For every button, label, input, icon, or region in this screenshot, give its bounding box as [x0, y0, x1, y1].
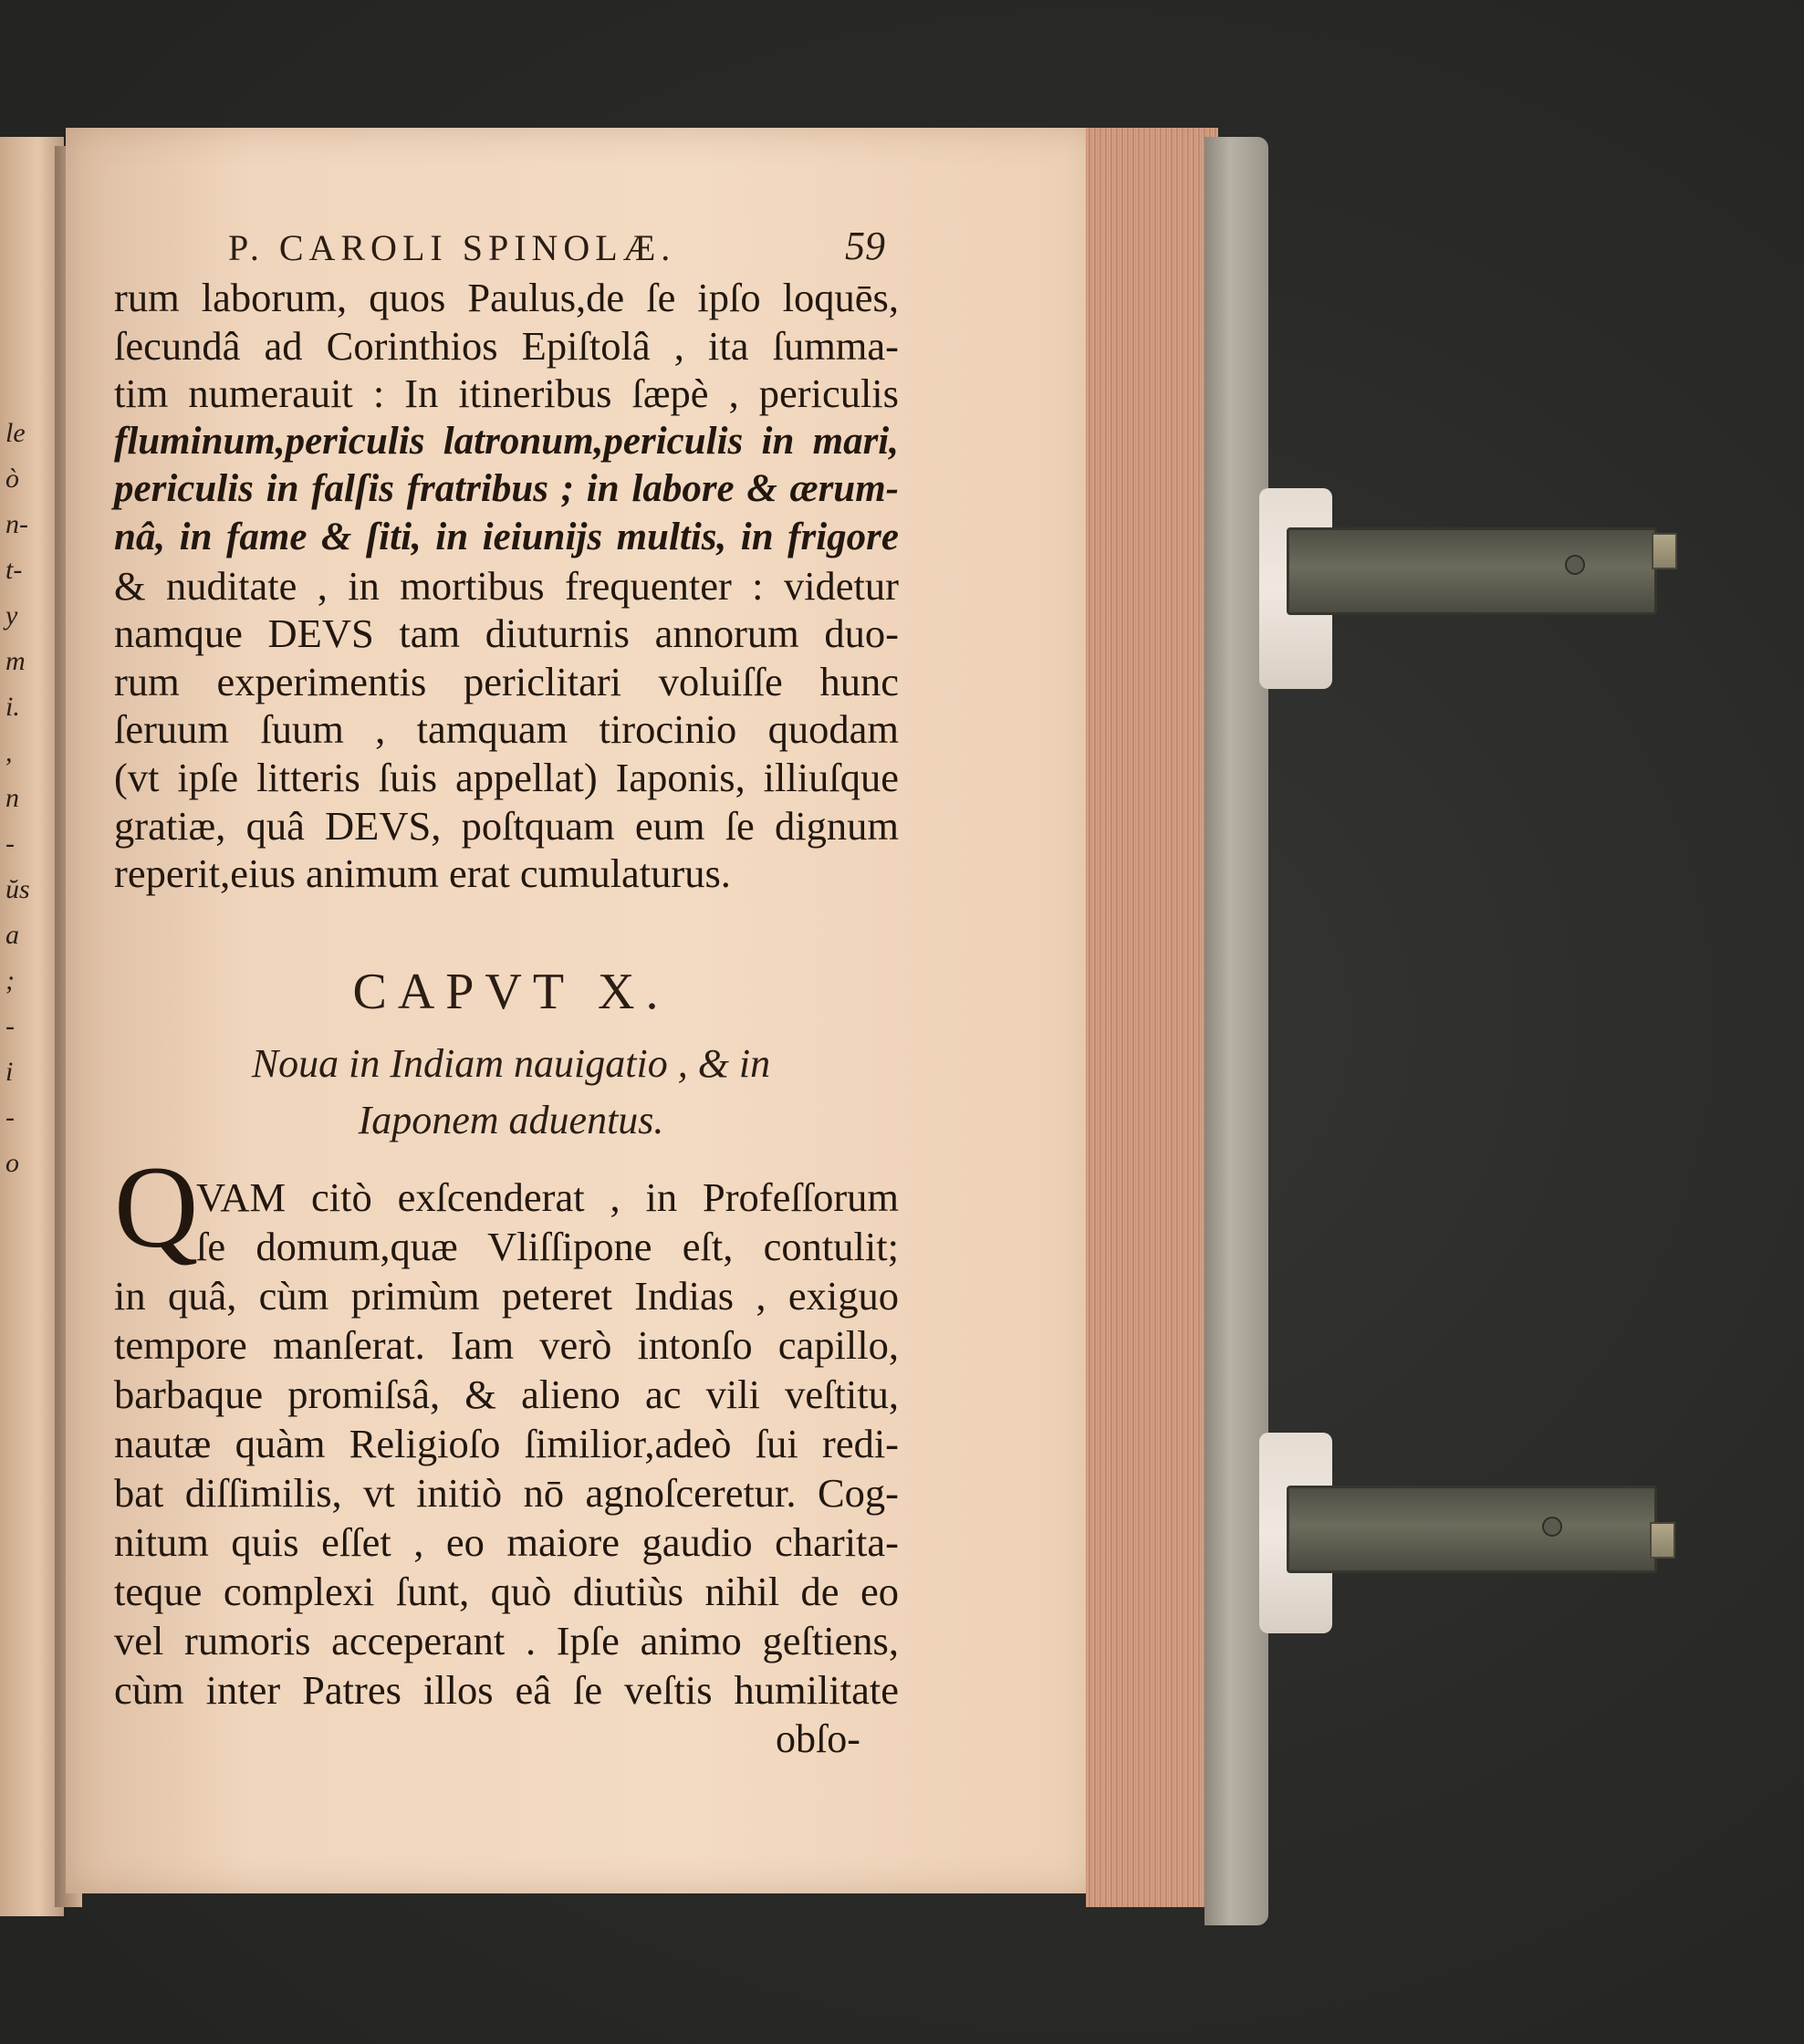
lower-clasp-tip	[1650, 1522, 1675, 1559]
paragraph-line: in quâ, cùm primùm peteret Indias , exiguo	[114, 1273, 899, 1319]
paragraph-line: nautæ quàm Religioſo ſimilior,adeò ſui redi-	[114, 1421, 899, 1466]
body-line: rum laborum, quos Paulus,de ſe ipſo loquēs,	[114, 275, 899, 320]
body-line: ſecundâ ad Corinthios Epiſtolâ , ita ſumma-	[114, 322, 899, 369]
body-line: reperit,eius animum erat cumulaturus.	[114, 850, 731, 897]
body-line: namque DEVS tam diuturnis annorum duo-	[114, 610, 899, 657]
upper-clasp-tip	[1652, 533, 1677, 569]
paragraph-line: ſe domum,quæ Vliſſipone eſt, contulit;	[196, 1224, 899, 1269]
left-page-fragment: -	[5, 1102, 15, 1132]
left-page-fragment: y	[5, 600, 18, 631]
upper-clasp-metal	[1287, 527, 1657, 615]
body-line: periculis in falſis fratribus ; in labore & ærum-	[114, 467, 899, 511]
left-page-fragment: a	[5, 920, 19, 950]
chapter-paragraph	[114, 1173, 899, 1715]
drop-cap: Q	[114, 1142, 199, 1272]
body-text	[114, 274, 899, 898]
left-page-fragment: n-	[5, 509, 28, 539]
page-block-edge	[1086, 128, 1218, 1907]
running-head-title: P. CAROLI SPINOLÆ.	[228, 227, 676, 268]
body-line: (vt ipſe litteris ſuis appellat) Iaponis, illiuſque	[114, 754, 899, 800]
left-page-fragment: -	[5, 829, 15, 859]
paragraph-line: bat diſſimilis, vt initiò nō agnoſceretur. Cog-	[114, 1470, 899, 1516]
body-line: rum experimentis periclitari voluiſſe hunc	[114, 658, 899, 704]
upper-clasp-rivet	[1565, 555, 1585, 575]
chapter-subtitle	[119, 1036, 903, 1149]
body-line: fluminum,periculis latronum,periculis in mari,	[114, 419, 899, 463]
left-page-fragment: -	[5, 1011, 15, 1041]
paragraph-line: cùm inter Patres illos eâ ſe veſtis humilitate	[114, 1667, 899, 1713]
left-page-fragment: t-	[5, 555, 23, 585]
lower-clasp-rivet	[1542, 1517, 1562, 1537]
body-line: & nuditate , in mortibus frequenter : videtur	[114, 562, 899, 609]
page-number: 59	[845, 224, 885, 268]
body-line: nâ, in fame & ſiti, in ieiunijs multis, in frigore	[114, 515, 899, 558]
paragraph-line: tempore manſerat. Iam verò intonſo capillo,	[114, 1322, 899, 1368]
chapter-subtitle-line-1: Noua in Indiam nauigatio , & in	[251, 1041, 771, 1086]
left-page-fragment: m	[5, 646, 26, 676]
left-page-fragment: ,	[5, 737, 13, 767]
paragraph-line: nitum quis eſſet , eo maiore gaudio charita-	[114, 1519, 899, 1565]
chapter-title: CAPVT X.	[352, 964, 670, 1020]
catchword: obſo-	[776, 1716, 860, 1761]
paragraph-line: teque complexi ſunt, quò diutiùs nihil de eo	[114, 1569, 899, 1614]
body-line: gratiæ, quâ DEVS, poſtquam eum ſe dignum	[114, 802, 899, 849]
chapter-subtitle-line-2: Iaponem aduentus.	[358, 1098, 664, 1142]
body-line: tim numerauit : In itineribus ſæpè , periculis	[114, 370, 899, 417]
left-page-fragment: n	[5, 783, 19, 813]
paragraph-line: VAM citò exſcenderat , in Profeſſorum	[196, 1174, 899, 1220]
body-line: ſeruum ſuum , tamquam tirocinio quodam	[114, 706, 899, 753]
left-page-fragment: i	[5, 1057, 14, 1087]
paragraph-line: vel rumoris acceperant . Ipſe animo geſtiens,	[114, 1618, 899, 1663]
paragraph-line: barbaque promiſsâ, & alieno ac vili veſtitu,	[114, 1371, 899, 1417]
lower-clasp-metal	[1287, 1486, 1657, 1573]
left-page-fragment: le	[5, 418, 26, 448]
left-page-fragment: o	[5, 1148, 19, 1178]
left-page-fragment: ;	[5, 965, 15, 996]
running-head	[228, 226, 885, 272]
left-page-fragment: ŭs	[5, 874, 30, 904]
left-page-fragments	[5, 411, 60, 1186]
left-page-fragment: i.	[5, 692, 20, 722]
left-page-fragment: ò	[5, 464, 19, 494]
book-cover-edge	[1204, 137, 1268, 1925]
